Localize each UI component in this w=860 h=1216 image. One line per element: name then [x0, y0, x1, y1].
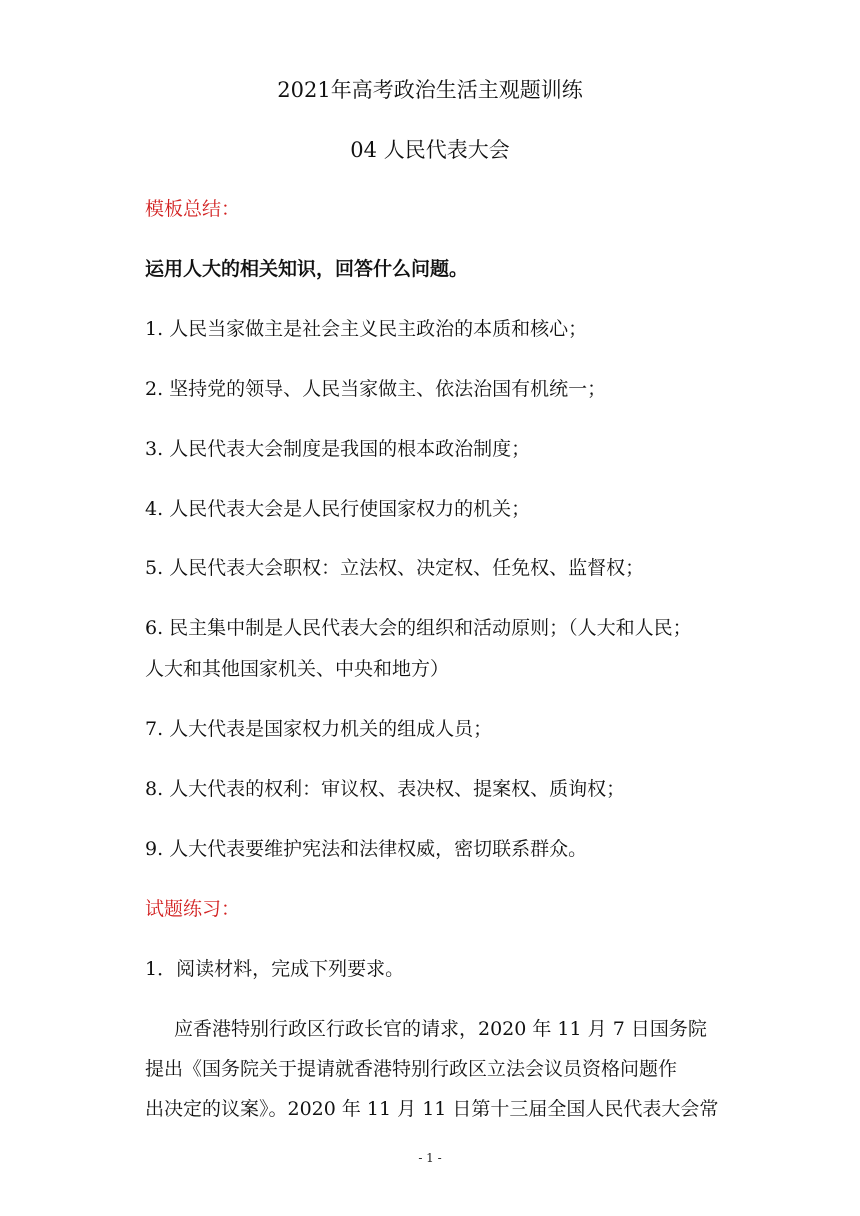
list-item: 6. 民主集中制是人民代表大会的组织和活动原则；（人大和人民；: [145, 617, 692, 639]
exercise-intro: 1．阅读材料，完成下列要求。: [145, 958, 405, 980]
list-item-continuation: 人大和其他国家机关、中央和地方）: [145, 658, 450, 680]
list-item: 8. 人大代表的权利：审议权、表决权、提案权、质询权；: [145, 778, 626, 800]
section-heading-template: 模板总结：: [145, 198, 241, 220]
list-item: 7. 人大代表是国家权力机关的组成人员；: [145, 718, 493, 740]
material-paragraph-line: 应香港特别行政区行政长官的请求，2020 年 11 月 7 日国务院: [174, 1018, 707, 1040]
list-item: 2. 坚持党的领导、人民当家做主、依法治国有机统一；: [145, 378, 607, 400]
list-item: 4. 人民代表大会是人民行使国家权力的机关；: [145, 498, 531, 520]
material-paragraph-line: 出决定的议案》。2020 年 11 月 11 日第十三届全国人民代表大会常: [145, 1098, 719, 1120]
list-item: 9. 人大代表要维护宪法和法律权威，密切联系群众。: [145, 838, 588, 860]
document-subtitle: 04 人民代表大会: [350, 138, 510, 162]
section-heading-exercise: 试题练习：: [145, 898, 241, 920]
document-title: 2021年高考政治生活主观题训练: [277, 78, 583, 102]
material-paragraph-line: 提出《国务院关于提请就香港特别行政区立法会议员资格问题作: [145, 1058, 678, 1080]
list-item: 5. 人民代表大会职权：立法权、决定权、任免权、监督权；: [145, 557, 645, 579]
page-number: - 1 -: [418, 1151, 442, 1165]
list-item: 1. 人民当家做主是社会主义民主政治的本质和核心；: [145, 318, 588, 340]
question-prompt: 运用人大的相关知识，回答什么问题。: [145, 258, 469, 280]
list-item: 3. 人民代表大会制度是我国的根本政治制度；: [145, 438, 531, 460]
